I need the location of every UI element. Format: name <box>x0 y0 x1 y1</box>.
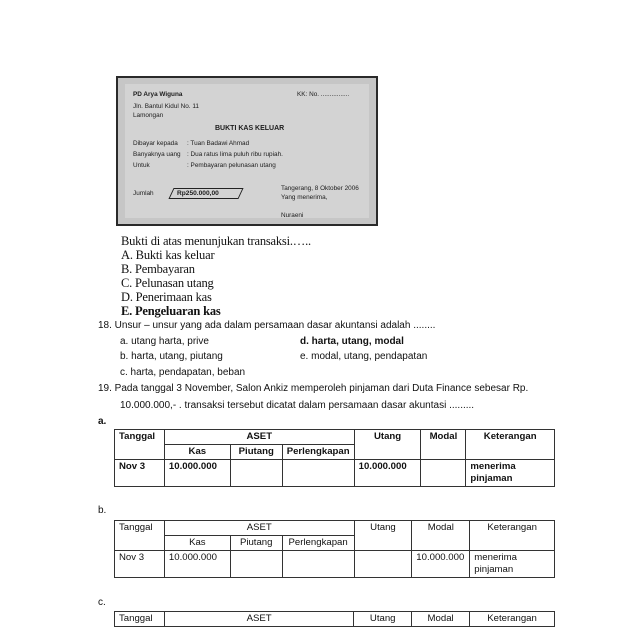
receipt-amount: Rp250.000,00 <box>177 190 219 197</box>
table-b-cell-utang <box>354 551 412 578</box>
q18-option-c: c. harta, pendapatan, beban <box>120 367 246 378</box>
q19-label-b: b. <box>98 505 107 516</box>
table-a-cell-utang: 10.000.000 <box>354 460 421 487</box>
table-b-cell-modal: 10.000.000 <box>412 551 470 578</box>
table-a-header-tanggal: Tanggal <box>115 430 165 460</box>
table-row <box>115 551 555 578</box>
table-a <box>114 429 555 487</box>
q17-option-b: B. Pembayaran <box>121 262 195 276</box>
table-a-header-kas: Kas <box>164 445 230 460</box>
q19-line-1: 19. Pada tanggal 3 November, Salon Ankiz memperoleh pinjaman dari Duta Finance sebesar Rp. <box>98 383 529 394</box>
q17-stem: Bukti di atas menunjukan transaksi.….. <box>121 234 311 248</box>
receipt-dibayar-label: Dibayar kepada <box>133 140 178 147</box>
table-a-cell-piutang <box>230 460 282 487</box>
q19-line-2: 10.000.000,- . transaksi tersebut dicatat dalam persamaan dasar akuntasi ......... <box>120 400 475 411</box>
table-a-header-aset: ASET <box>164 430 354 445</box>
table-b-header-utang: Utang <box>354 521 412 551</box>
q18-option-e: e. modal, utang, pendapatan <box>300 351 428 362</box>
table-b-header-kas: Kas <box>164 536 230 551</box>
table-a-header-utang: Utang <box>354 430 421 460</box>
table-a-header-modal: Modal <box>421 430 466 460</box>
receipt-dibayar-value: : Tuan Badawi Ahmad <box>187 140 250 147</box>
table-a-header-piutang: Piutang <box>230 445 282 460</box>
q18-option-a: a. utang harta, prive <box>120 336 209 347</box>
q19-label-a: a. <box>98 416 107 427</box>
q19-label-c: c. <box>98 597 106 608</box>
receipt-untuk-value: : Pembayaran pelunasan utang <box>187 162 276 169</box>
receipt-image <box>116 76 378 226</box>
table-b-header-aset: ASET <box>164 521 354 536</box>
receipt-address-2: Lamongan <box>133 112 164 119</box>
receipt-place-date: Tangerang, 8 Oktober 2006 <box>281 185 359 192</box>
table-c-header-aset: ASET <box>164 612 353 627</box>
table-b-header-tanggal: Tanggal <box>115 521 165 551</box>
q18-option-b: b. harta, utang, piutang <box>120 351 223 362</box>
table-c-header-tanggal: Tanggal <box>115 612 165 627</box>
table-b-header-perlengkapan: Perlengkapan <box>282 536 354 551</box>
receipt-title: BUKTI KAS KELUAR <box>215 125 285 132</box>
table-a-header-perlengkapan: Perlengkapan <box>282 445 354 460</box>
q18-option-d: d. harta, utang, modal <box>300 336 404 347</box>
table-c-header-utang: Utang <box>354 612 412 627</box>
receipt-untuk-label: Untuk <box>133 162 150 169</box>
table-b-cell-kas: 10.000.000 <box>164 551 230 578</box>
receipt-banyak-value: : Dua ratus lima puluh ribu rupiah. <box>187 151 283 158</box>
receipt-banyak-label: Banyaknya uang <box>133 151 181 158</box>
table-b-cell-keterangan: menerima pinjaman <box>470 551 555 578</box>
table-b-header-piutang: Piutang <box>230 536 282 551</box>
receipt-yang-menerima: Yang menerima, <box>281 194 328 201</box>
q18-stem: 18. Unsur – unsur yang ada dalam persamaan dasar akuntansi adalah ........ <box>98 320 436 331</box>
table-a-cell-keterangan: menerima pinjaman <box>466 460 555 487</box>
table-c-header-keterangan: Keterangan <box>470 612 555 627</box>
q17-option-a: A. Bukti kas keluar <box>121 248 215 262</box>
table-b-header-modal: Modal <box>412 521 470 551</box>
table-b-cell-tanggal: Nov 3 <box>115 551 165 578</box>
receipt-jumlah-label: Jumlah <box>133 190 154 197</box>
table-a-header-keterangan: Keterangan <box>466 430 555 460</box>
table-b-header-keterangan: Keterangan <box>470 521 555 551</box>
table-c-header-modal: Modal <box>412 612 470 627</box>
table-b-cell-piutang <box>230 551 282 578</box>
receipt-paper <box>125 84 369 218</box>
receipt-penerima: Nuraeni <box>281 212 304 219</box>
q17-option-d: D. Penerimaan kas <box>121 290 212 304</box>
receipt-address-1: Jln. Bantul Kidul No. 11 <box>133 103 199 110</box>
table-a-cell-perlengkapan <box>282 460 354 487</box>
table-b-cell-perlengkapan <box>282 551 354 578</box>
table-row <box>115 460 555 487</box>
receipt-company: PD Arya Wiguna <box>133 91 183 98</box>
table-b <box>114 520 555 578</box>
receipt-kk-no: KK: No. ................ <box>297 91 350 98</box>
table-c <box>114 611 555 627</box>
table-a-cell-tanggal: Nov 3 <box>115 460 165 487</box>
table-a-cell-modal <box>421 460 466 487</box>
table-a-cell-kas: 10.000.000 <box>164 460 230 487</box>
q17-option-e: E. Pengeluaran kas <box>121 304 221 318</box>
q17-option-c: C. Pelunasan utang <box>121 276 214 290</box>
